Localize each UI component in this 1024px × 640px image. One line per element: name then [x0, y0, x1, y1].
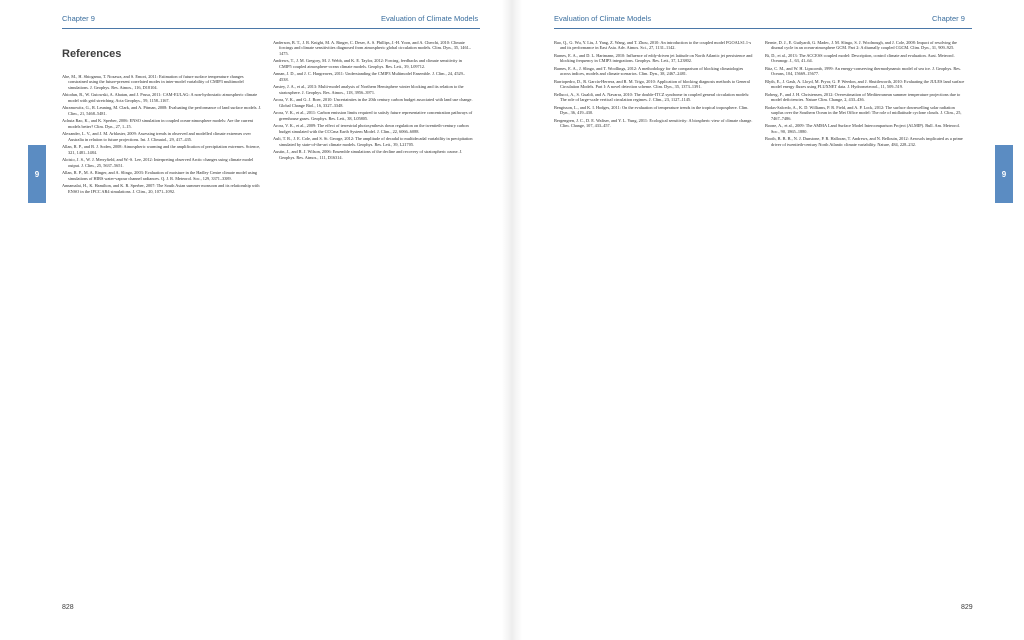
reference-entry: Abramowitz, G., R. Leuning, M. Clark, and A. Pitman, 2008: Evaluating the performance of land surface models. J. Clim., 21, 5468–5481. — [62, 105, 262, 116]
reference-entry: Bodas-Salcedo, A., K. D. Williams, P. R. Field, and A. P. Lock, 2012: The surface downwelling solar radiation surplus over the Southern Ocean in the Met Office model: The role of midlatitude cyclone clouds. J. Clim., 25, 7467–7486. — [765, 105, 962, 121]
reference-entry: Barnes, E. A., and D. L. Hartmann, 2010: Influence of eddy-driven jet latitude on North Atlantic jet persistence and blocking frequency in CMIP3 integrations. Geophys. Res. Lett., 37, L23802. — [554, 53, 753, 64]
running-header-title: Evaluation of Climate Models — [554, 14, 652, 23]
reference-column — [765, 40, 965, 586]
reference-entry: Bergengren, J. C., D. E. Waliser, and Y. L. Yung, 2011: Ecological sensitivity: A biospheric view of climate change. Clim. Change, 107, 433–457. — [554, 118, 753, 129]
page-number: 828 — [62, 604, 74, 611]
reference-entry: Annan, J. D., and J. C. Hargreaves, 2011: Understanding the CMIP3 Multimodel Ensemble. J. Clim., 24, 4529–4538. — [273, 71, 465, 82]
page-gutter — [502, 0, 522, 640]
reference-entry: Allan, R. P., and B. J. Soden, 2008: Atmospheric warming and the amplification of precipitation extremes. Science, 321, 1481–1484. — [62, 144, 261, 155]
page-number: 829 — [961, 604, 973, 611]
running-header-chapter: Chapter 9 — [932, 14, 965, 23]
reference-entry: Bernie, D. J., E. Guilyardi, G. Madec, J. M. Slingo, S. J. Woolnough, and J. Cole, 2008: Impact of resolving the diurnal cycle in an ocean-atmosphere GCM. Part 2: A diurnally coupled CGCM. Clim. Dyn., 31, 909–925. — [765, 40, 957, 51]
reference-entry: Andrews, T., J. M. Gregory, M. J. Webb, and K. E. Taylor, 2012: Forcing, feedbacks and climate sensitivity in CMIP5 coupled atmosphere-ocean climate models. Geophys. Res. Lett., 39, L09712. — [273, 58, 462, 69]
reference-entry: Booth, B. B. B., N. J. Dunstone, P. R. Halloran, T. Andrews, and N. Bellouin, 2012: Aerosols implicated as a prime driver of twentieth-century North Atlantic climate variability. Nature, 484, 228–232. — [765, 136, 963, 147]
reference-entry: Bitz, C. M., and W. H. Lipscomb, 1999: An energy-conserving thermodynamic model of sea ice. J. Geophys. Res. Oceans, 104, 15669–15677. — [765, 66, 961, 77]
chapter-side-tab: 9 — [995, 145, 1013, 203]
right-page — [512, 0, 1024, 640]
reference-entry: Alexander, L. V., and J. M. Arblaster, 2009: Assessing trends in observed and modelled climate extremes over Australia in relation to future projections. Int. J. Climatol., 29, 417–435. — [62, 131, 251, 142]
reference-entry: Boone, A., et al., 2009: The AMMA Land Surface Model Intercomparison Project (ALMIP). Bull. Am. Meteorol. Soc., 90, 1865–1880. — [765, 123, 960, 134]
reference-entry: Anderson, B. T., J. R. Knight, M. A. Ringer, C. Deser, A. S. Phillips, J.-H. Yoon, and A. Cherchi, 2010: Climate forcings and climate sensitivities diagnosed from atmospheric global circulation models. Clim. Dyn., 35, 1461–1475. — [273, 40, 471, 56]
reference-entry: Abe, M., H. Shiogama, T. Nozawa, and S. Emori, 2011: Estimation of future surface temperature changes constrained using the future-present correlated modes in inter-model variability of CMIP3 multimodel simulations. J. Geophys. Res. Atmos., 116, D18104. — [62, 74, 244, 90]
reference-entry: Anstey, J. A., et al., 2013: Multi-model analysis of Northern Hemisphere winter blocking and its relation to the stratosphere. J. Geophys. Res. Atmos., 118, 3956–3971. — [273, 84, 464, 95]
reference-column — [273, 40, 473, 586]
reference-entry: Barnes, E. A., J. Slingo, and T. Woollings, 2012: A methodology for the comparison of blocking climatologies across indices, models and climate scenarios. Clim. Dyn., 38, 2467–2481. — [554, 66, 744, 77]
reference-entry: Austin, J., and R. J. Wilson, 2006: Ensemble simulations of the decline and recovery of stratospheric ozone. J. Geophys. Res. Atmos., 111, D16314. — [273, 149, 463, 160]
reference-entry: Barriopedro, D., R. García-Herrera, and R. M. Trigo, 2010: Application of blocking diagnosis methods to General Circulation Models. Part I: A novel detection scheme. Clim. Dyn., 35, 1373–1391. — [554, 79, 750, 90]
reference-entry: Aloisio, J. S., W. J. Merryfield, and W.-S. Lee, 2012: Interpreting observed Arctic changes using climate model output. J. Clim., 25, 5637–5651. — [62, 157, 254, 168]
reference-column — [554, 40, 754, 586]
reference-entry: Bengtsson, L., and K. I. Hodges, 2011: On the evaluation of temperature trends in the tropical troposphere. Clim. Dyn., 36, 419–430. — [554, 105, 749, 116]
header-rule — [62, 28, 480, 29]
reference-column — [62, 74, 262, 584]
reference-entry: Abiodun, B., W. Gutowski, A. Abatan, and J. Prusa, 2011: CAM-EULAG: A non-hydrostatic atmospheric climate model with grid stretching. Acta Geophys., 59, 1158–1167. — [62, 92, 258, 103]
reference-entry: Arora, V. K., et al., 2009: The effect of terrestrial photosynthesis down regulation on the twentieth-century carbon budget simulated with the CCCma Earth System Model. J. Clim., 22, 6066–6088. — [273, 123, 469, 134]
reference-entry: Annamalai, H., K. Hamilton, and K. R. Sperber, 2007: The South Asian summer monsoon and its relationship with ENSO in the IPCC AR4 simulations. J. Clim., 20, 1071–1092. — [62, 183, 260, 194]
reference-entry: Ault, T. R., J. E. Cole, and S. St. George, 2012: The amplitude of decadal to multidecadal variability in precipitation simulated by state-of-the-art climate models. Geophys. Res. Lett., 39, L21705. — [273, 136, 473, 147]
running-header-chapter: Chapter 9 — [62, 14, 95, 23]
reference-entry: Bellucci, A., S. Gualdi, and A. Navarra, 2010: The double-ITCZ syndrome in coupled general circulation models: The role of large-scale vertical circulation regimes. J. Clim., 23, 1127–1145. — [554, 92, 750, 103]
header-rule — [554, 28, 972, 29]
reference-entry: Achuta Rao, K., and K. Sperber, 2006: ENSO simulation in coupled ocean-atmosphere models: Are the current models better? Clim. Dyn., 27, 1–15. — [62, 118, 253, 129]
reference-entry: Bao, Q., G. Wu, Y. Liu, J. Yang, Z. Wang, and T. Zhou, 2010: An introduction to the coupled model FGOALS1.1-s and its performance in East Asia. Adv. Atmos. Sci., 27, 1131–1142. — [554, 40, 752, 51]
chapter-side-tab: 9 — [28, 145, 46, 203]
running-header-title: Evaluation of Climate Models — [381, 14, 479, 23]
reference-entry: Blyth, E., J. Gash, A. Lloyd, M. Pryor, G. P. Weedon, and J. Shuttleworth, 2010: Evaluating the JULES land surface model energy fluxes using FLUXNET data. J. Hydrometeorol., 11, 509–519. — [765, 79, 965, 90]
section-title: References — [62, 48, 122, 60]
reference-entry: Bi, D., et al., 2013: The ACCESS coupled model: Description, control climate and evaluation. Aust. Meteorol. Oceanogr. J., 63, 41–64. — [765, 53, 955, 64]
reference-entry: Allan, R. P., M. A. Ringer, and A. Slingo, 2003: Evaluation of moisture in the Hadley Centre climate model using simulations of HIRS water-vapour channel radiances. Q. J. R. Meteorol. Soc., 129, 3371–3389. — [62, 170, 258, 181]
reference-entry: Arora, V. K., and G. J. Boer, 2010: Uncertainties in the 20th century carbon budget associated with land use change. Global Change Biol., 16, 3327–3348. — [273, 97, 473, 108]
reference-entry: Boberg, F., and J. H. Christensen, 2012: Overestimation of Mediterranean summer temperature projections due to model deficiencies. Nature Clim. Change, 2, 433–436. — [765, 92, 961, 103]
reference-entry: Arora, V. K., et al., 2011: Carbon emission limits required to satisfy future representative concentration pathways of greenhouse gases. Geophys. Res. Lett., 38, L05805. — [273, 110, 473, 121]
